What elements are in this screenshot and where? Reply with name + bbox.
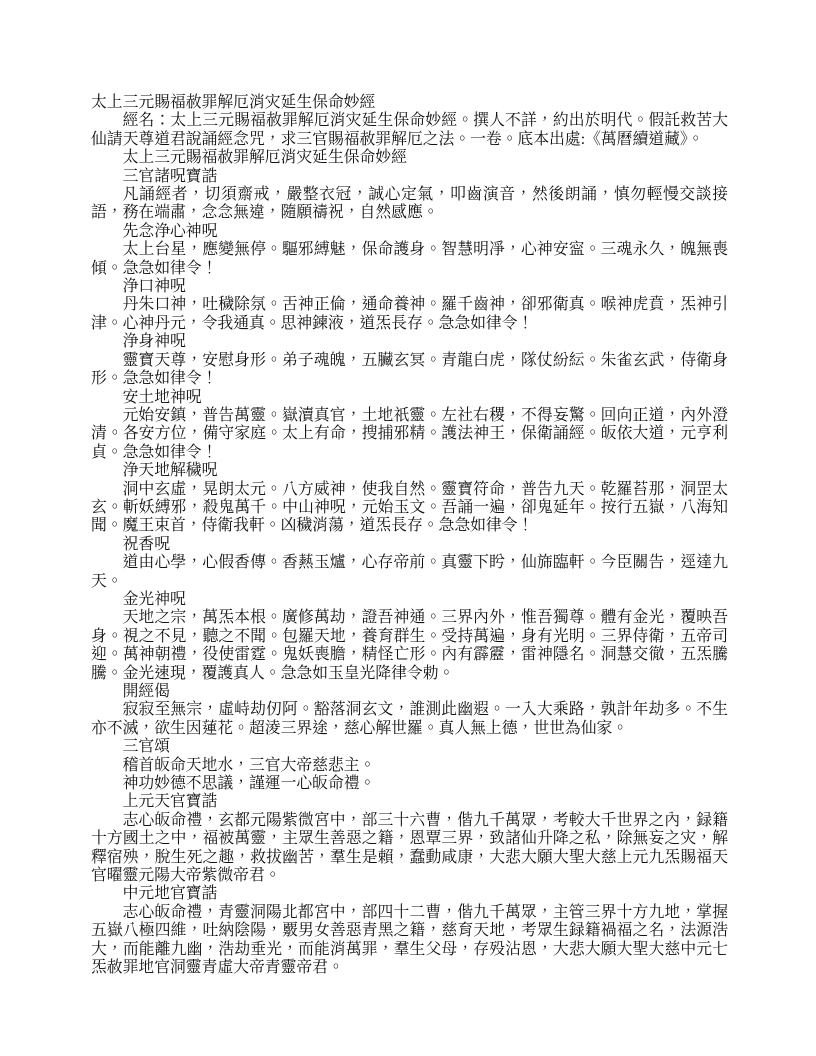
paragraph: 寂寂至無宗，虛峙劫仞阿。豁落洞玄文，誰測此幽遐。一入大乘路，孰計年劫多。不生亦不滅，欲生因蓮花。超淩三界途，慈心解世羅。真人無上德，世世為仙家。 — [91, 701, 728, 737]
paragraph: 志心皈命禮，青靈洞陽北都宮中，部四十二曹，偕九千萬眾，主管三界十方九地，掌握五嶽八極四維，吐納陰陽，覈男女善惡青黑之籍，慈育天地，考眾生録籍禍福之名，法源浩大，而能離九幽，浩劫垂光，而能消萬罪，羣生父母，存殁沾恩，大悲大願大聖大慈中元七炁赦罪地官洞靈青虛大帝青靈帝君。 — [91, 903, 728, 977]
section-heading: 上元天官寶誥 — [122, 793, 218, 811]
section-heading: 三官頌 — [122, 738, 170, 756]
paragraph: 天地之宗，萬炁本根。廣修萬劫，證吾神通。三界內外，惟吾獨尊。體有金光，覆映吾身。視之不見，聽之不聞。包羅天地，養育群生。受持萬遍，身有光明。三界侍衛，五帝司迎。萬神朝禮，役使雷霆。鬼妖喪膽，精怪亡形。內有霹靂，雷神隱名。洞慧交徹，五炁騰騰。金光速現，覆護真人。急急如玉皇光降律令勅。 — [91, 609, 728, 682]
section-heading: 祝香呪 — [122, 535, 170, 553]
verse-line: 稽首皈命天地水，三官大帝慈悲主。 — [122, 756, 376, 774]
paragraph: 太上台星，應變無停。驅邪縛魅，保命護身。智慧明凈，心神安寍。三魂永久，魄無喪傾。急急如律令！ — [91, 241, 728, 277]
subtitle: 太上三元賜福赦罪解厄消灾延生保命妙經 — [122, 149, 407, 167]
paragraph: 靈寶天尊，安慰身形。弟子魂魄，五臟玄冥。青龍白虎，隊仗紛紜。朱雀玄武，侍衛身形。急急如律令！ — [91, 351, 728, 388]
paragraph: 志心皈命禮，玄都元陽紫微宮中，部三十六曹，偕九千萬眾，考較大千世界之內，録籍十方國土之中，福被萬靈，主眾生善惡之籍，恩覃三界，致諸仙升降之私，除無妄之灾，解釋宿殃，脫生死之趣，救拔幽苦，羣生是賴，蠢動咸康，大悲大願大聖大慈上元九炁賜福天官曜靈元陽大帝紫微帝君。 — [91, 811, 728, 885]
section-heading: 開經偈 — [122, 683, 170, 700]
paragraph: 道由心學，心假香傳。香爇玉爐，心存帝前。真靈下盻，仙旆臨軒。今臣關告，逕達九天。 — [91, 554, 728, 590]
paragraph: 元始安鎮，普告萬靈。嶽瀆真官，土地祇靈。左社右稷，不得妄驚。回向正道，內外澄清。各安方位，備守家庭。太上有命，搜捕邪精。護法神王，保衛誦經。皈依大道，元亨利貞。急急如律令！ — [91, 406, 728, 461]
document-title: 太上三元賜福赦罪解厄消灾延生保命妙經 — [91, 94, 376, 111]
paragraph: 凡誦經者，切須齋戒，嚴整衣冠，誠心定氣，叩齒演音，然後朗誦，慎勿輕慢交談接語，務在端肅，念念無違，隨願禱祝，自然感應。 — [91, 186, 728, 222]
meta-paragraph: 經名：太上三元賜福赦罪解厄消灾延生保命妙經。撰人不詳，約出於明代。假託救苦大仙請天尊道君說誦經念咒，求三官賜福赦罪解厄之法。一卷。底本出處:《萬曆續道藏》。 — [91, 112, 728, 148]
paragraph: 洞中玄虛，晃朗太元。八方威神，使我自然。靈寶符命，普告九天。乾羅苔那，洞罡太玄。斬妖縛邪，殺鬼萬千。中山神呪，元始玉文。吾誦一遍，卻鬼延年。按行五嶽，八海知聞。魔王束首，侍衛我軒。凶穢消蕩，道炁長存。急急如律令！ — [91, 480, 728, 535]
section-heading: 浄口神呪 — [122, 278, 186, 296]
verse-line: 神功妙德不思議，謹運一心皈命禮。 — [122, 775, 376, 793]
section-heading: 金光神呪 — [122, 590, 186, 608]
section-heading: 安土地神呪 — [122, 388, 202, 406]
paragraph: 丹朱口神，吐穢除氛。舌神正倫，通命養神。羅千齒神，卻邪衛真。喉神虎賁，炁神引津。心神丹元，令我通真。思神鍊液，道炁長存。急急如律令！ — [91, 296, 728, 332]
scripture-text — [91, 94, 728, 978]
section-heading: 先念浄心神呪 — [122, 222, 218, 240]
section-heading: 浄身神呪 — [122, 333, 186, 351]
section-heading: 中元地官寶誥 — [122, 885, 218, 903]
section-heading: 浄天地解穢呪 — [122, 462, 218, 480]
section-heading: 三官諸呪寶誥 — [122, 167, 218, 185]
